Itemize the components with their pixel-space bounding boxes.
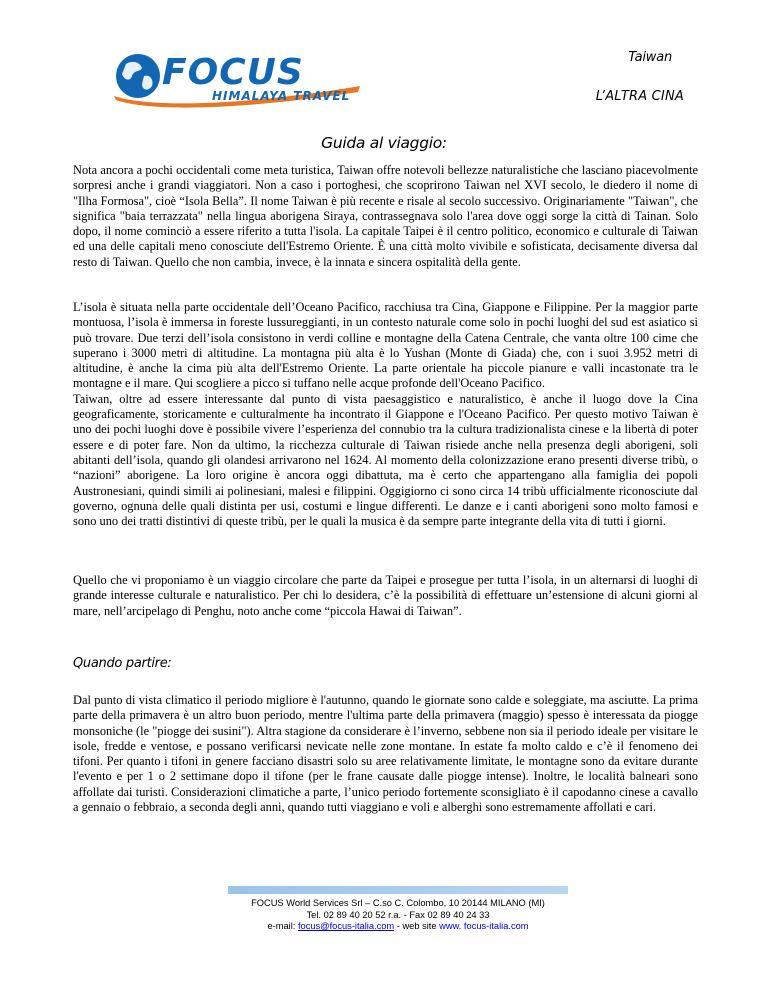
proposal-paragraph [73,573,698,619]
footer-phone: Tel. 02 89 40 20 52 r.a. - Fax 02 89 40 24 33 [306,909,490,920]
footer-contacts [200,921,596,933]
when-text: Dal punto di vista climatico il periodo migliore è l'autunno, quando le giornate sono calde e soleggiate, ma asciutte. La prima parte della primavera è un altro buon periodo, mentre l'ultima parte della primavera (maggio) spesso è interessata da piogge monsoniche (le "piogge dei susini"). Altra stagione da considerare è l’inverno, sebbene non sia il periodo ideale per visitare le isole, fredde e ventose, e possano verificarsi nevicate nelle zone montane. In estate fa molto caldo e c’è il fenomeno dei tifoni. Per quanto i tifoni in genere facciano disastri solo su aree relativamente limitate, le montagne sono da evitare durante l'evento e per 1 o 2 settimane dopo il tifone (per le frane causate dalle piogge intense). Inoltre, le località balneari sono affollate dai turisti. Considerazioni climatiche a parte, l’unico periodo fortemente sconsigliato è il capodanno cinese a cavallo a gennaio o febbraio, a seconda degli anni, quando tutti viaggiano e voli e alberghi sono estremamente affollati e cari. [73,693,698,815]
geography-culture-block [73,300,698,529]
page-title: Guida al viaggio: [321,134,447,152]
geography-paragraph: L’isola è situata nella parte occidentale dell’Oceano Pacifico, racchiusa tra Cina, Giappone e Filippine. Per la maggior parte montuosa, l’isola è immersa in foreste lussureggianti, in un contesto naturale come solo in pochi luoghi del sud est asiatico si può trovare. Due terzi dell’isola consistono in verdi colline e montagne della Catena Centrale, che vanta oltre 100 cime che superano i 3000 metri di altitudine. La montagna più alta è lo Yushan (Monte di Giada) che, con i suoi 3.952 metri di altitudine, è anche la cima più alta dell'Estremo Oriente. La parte orientale ha piccole pianure e valli incastonate tra le montagne e il mare. Qui scogliere a picco si tuffano nelle acque profonde dell'Oceano Pacifico. [73,300,698,391]
focus-logo-graphic [110,46,372,110]
footer-divider [228,886,568,894]
culture-paragraph: Taiwan, oltre ad essere interessante dal punto di vista paesaggistico e naturalistico, è anche il luogo dove la Cina geograficamente, storicamente e culturalmente ha incontrato il Giappone e l'Oceano Pacifico. Per questo motivo Taiwan è uno dei pochi luoghi dove è possibile vivere l’esperienza del connubio tra la cultura tradizionalista cinese e la libertà di poter essere e di poter fare. Non da ultimo, la ricchezza culturale di Taiwan risiede anche nella presenza degli aborigeni, soli abitanti dell’isola, quando gli olandesi arrivarono nel 1624. Al momento della colonizzazione erano presenti diverse tribù, o “nazioni” aborigene. La loro origine è ancora oggi dibattuta, ma è certo che appartengano alla famiglia dei popoli Austronesiani, quindi simili ai polinesiani, malesi e filippini. Oggigiorno ci sono circa 14 tribù ufficialmente riconosciute dal governo, ognuna delle quali distinta per usi, costumi e lingue differenti. Le danze e i canti aborigeni sono molto famosi e sono uno dei tratti distintivi di queste tribù, per le quali la musica è da sempre parte integrante della vita di tutti i giorni. [73,391,698,529]
footer-web-label: - web site [394,921,440,931]
section-title-when: Quando partire: [73,656,172,671]
when-paragraph [73,693,698,815]
email-link[interactable]: focus@focus-italia.com [297,921,395,931]
logo-subtitle: HIMALAYA TRAVEL [212,89,351,103]
header-country: Taiwan [628,50,672,65]
footer [200,898,596,933]
logo-wordmark: FOCUS [162,52,304,93]
company-logo [110,46,372,110]
globe-icon [116,54,160,98]
website-link[interactable]: www. focus-italia.com [439,921,529,931]
footer-email-label: e-mail: [267,921,298,931]
proposal-text: Quello che vi proponiamo è un viaggio circolare che parte da Taipei e prosegue per tutta l’isola, in un alternarsi di luoghi di grande interesse culturale e naturalistico. Per chi lo desidera, c’è la possibilità di effettuare un’estensione di alcuni giorni al mare, nell’arcipelago di Penghu, noto anche come “piccola Hawai di Taiwan”. [73,573,698,618]
intro-paragraph [73,163,698,270]
header-tagline: L’ALTRA CINA [595,89,684,104]
intro-text: Nota ancora a pochi occidentali come meta turistica, Taiwan offre notevoli bellezze naturalistiche che lasciano piacevolmente sorpresi anche i grandi viaggiatori. Non a caso i portoghesi, che scoprirono Taiwan nel XVI secolo, le diedero il nome di "Ilha Formosa", cioè “Isola Bella”. Il nome Taiwan è più recente e risale al secolo successivo. Originariamente "Taiwan", che significa "baia terrazzata" nella lingua aborigena Siraya, contrassegnava solo l'area dove oggi sorge la città di Tainan. Solo dopo, il nome cominciò a essere riferito a tutta l'isola. La capitale Taipei è il centro politico, economico e culturale di Taiwan ed una delle capitali meno conosciute dell'Estremo Oriente. È una città molto vivibile e sofisticata, decisamente diversa dal resto di Taiwan. Quello che non cambia, invece, è la innata e sincera ospitalità della gente. [73,163,698,269]
footer-address: FOCUS World Services Srl – C.so C. Colombo, 10 20144 MILANO (MI) [251,898,545,908]
